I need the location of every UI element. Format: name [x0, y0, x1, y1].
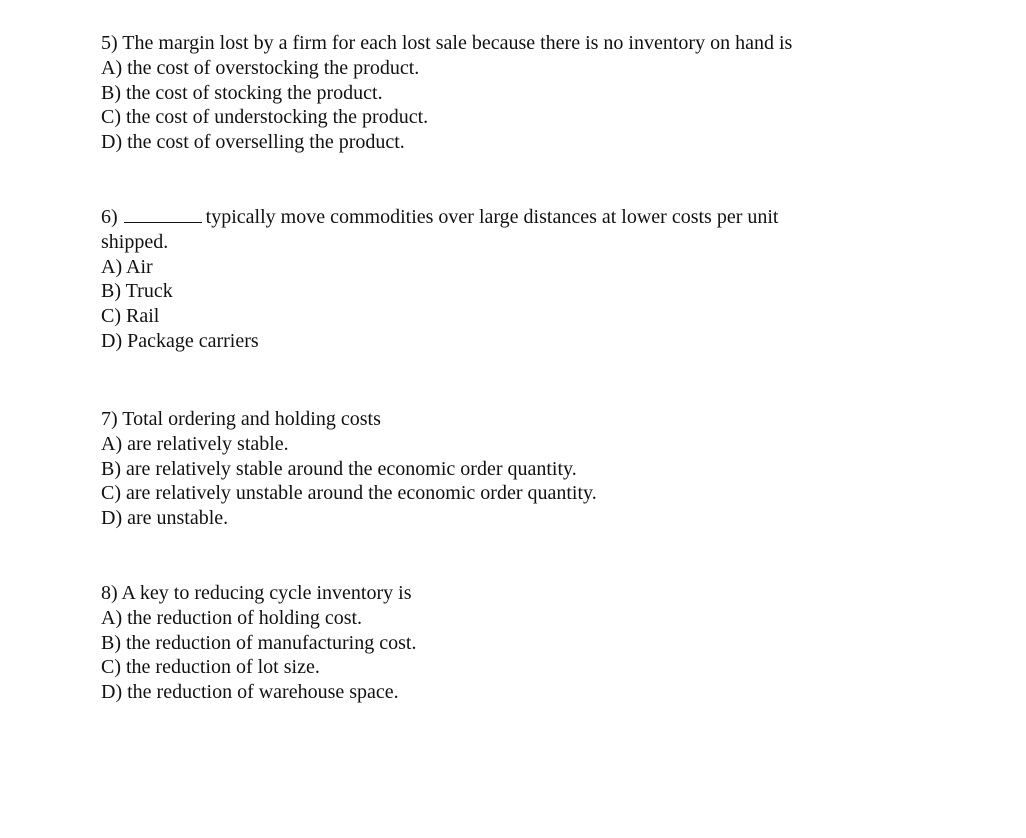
answer-option-c: C) the cost of understocking the product.: [101, 106, 429, 129]
answer-option-d: D) the reduction of warehouse space.: [101, 681, 399, 704]
answer-option-a: A) are relatively stable.: [101, 432, 289, 455]
answer-option-b: B) Truck: [101, 280, 173, 303]
question-8: [101, 581, 861, 705]
answer-option-c: C) the reduction of lot size.: [101, 656, 320, 679]
answer-option-b: B) the cost of stocking the product.: [101, 81, 383, 104]
answer-option-a: A) Air: [101, 255, 153, 278]
answer-option-a: A) the reduction of holding cost.: [101, 606, 363, 629]
question-7: [101, 407, 861, 531]
answer-option-a: A) the cost of overstocking the product.: [101, 56, 420, 79]
answer-option-d: D) the cost of overselling the product.: [101, 131, 405, 154]
question-stem-continuation: shipped.: [101, 230, 169, 253]
question-stem-text: typically move commodities over large distances at lower costs per unit: [205, 206, 779, 228]
question-number: 6): [101, 206, 118, 228]
question-5: [101, 31, 861, 155]
answer-option-c: C) are relatively unstable around the economic order quantity.: [101, 482, 597, 505]
answer-option-b: B) are relatively stable around the economic order quantity.: [101, 457, 577, 480]
question-stem: 8) A key to reducing cycle inventory is: [101, 582, 412, 604]
question-stem: [101, 205, 861, 230]
answer-option-d: D) Package carriers: [101, 329, 259, 352]
question-stem: 5) The margin lost by a firm for each lost sale because there is no inventory on hand is: [101, 32, 793, 54]
answer-option-d: D) are unstable.: [101, 507, 229, 530]
fill-in-blank: [124, 206, 202, 223]
question-stem: 7) Total ordering and holding costs: [101, 408, 381, 430]
answer-option-c: C) Rail: [101, 305, 160, 328]
answer-option-b: B) the reduction of manufacturing cost.: [101, 631, 417, 654]
question-6: [101, 205, 861, 354]
